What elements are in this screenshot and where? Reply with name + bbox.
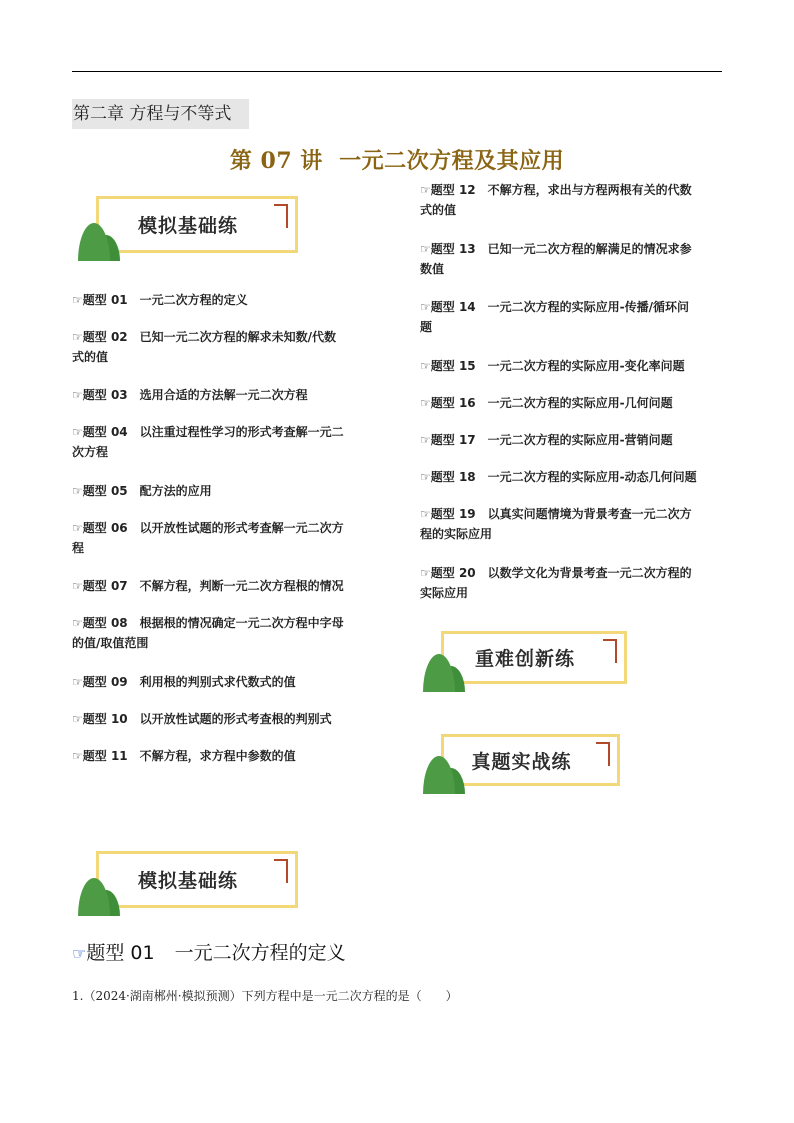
toc-item-10[interactable]: ☞题型 10 以开放性试题的形式考查根的判别式 bbox=[72, 712, 332, 726]
toc-item-08[interactable]: ☞题型 08 根据根的情况确定一元二次方程中字母 的值/取值范围 bbox=[72, 616, 344, 650]
toc-item-14[interactable]: ☞题型 14 一元二次方程的实际应用-传播/循环问 题 bbox=[420, 300, 690, 334]
pointing-hand-icon: ☞ bbox=[72, 712, 83, 726]
badge-label: 重难创新练 bbox=[474, 648, 575, 670]
chapter-title: 第二章 方程与不等式 bbox=[72, 99, 249, 129]
pointing-hand-icon: ☞ bbox=[72, 944, 87, 963]
pointing-hand-icon: ☞ bbox=[420, 433, 431, 447]
top-rule bbox=[72, 71, 722, 72]
section-heading: ☞题型 01 一元二次方程的定义 bbox=[72, 942, 346, 964]
toc-item-12[interactable]: ☞题型 12 不解方程，求出与方程两根有关的代数 式的值 bbox=[420, 183, 692, 217]
pointing-hand-icon: ☞ bbox=[72, 675, 83, 689]
badge-label: 真题实战练 bbox=[471, 750, 572, 773]
pointing-hand-icon: ☞ bbox=[72, 425, 83, 439]
toc-item-13[interactable]: ☞题型 13 已知一元二次方程的解满足的情况求参 数值 bbox=[420, 242, 692, 276]
question-1: 1.（2024·湖南郴州·模拟预测）下列方程中是一元二次方程的是（ ） bbox=[72, 989, 458, 1003]
toc-item-16[interactable]: ☞题型 16 一元二次方程的实际应用-几何问题 bbox=[420, 396, 673, 410]
badge-label: 模拟基础练 bbox=[137, 215, 238, 237]
pointing-hand-icon: ☞ bbox=[72, 579, 83, 593]
pointing-hand-icon: ☞ bbox=[420, 183, 431, 197]
pointing-hand-icon: ☞ bbox=[72, 616, 83, 630]
toc-item-01[interactable]: ☞题型 01 一元二次方程的定义 bbox=[72, 293, 248, 307]
toc-item-06[interactable]: ☞题型 06 以开放性试题的形式考查解一元二次方 程 bbox=[72, 521, 344, 555]
lecture-number: 第 07 讲 bbox=[229, 148, 323, 174]
toc-item-05[interactable]: ☞题型 05 配方法的应用 bbox=[72, 484, 212, 498]
toc-item-20[interactable]: ☞题型 20 以数学文化为背景考查一元二次方程的 实际应用 bbox=[420, 566, 692, 600]
pointing-hand-icon: ☞ bbox=[72, 293, 83, 307]
toc-item-15[interactable]: ☞题型 15 一元二次方程的实际应用-变化率问题 bbox=[420, 359, 685, 373]
toc-item-02[interactable]: ☞题型 02 已知一元二次方程的解求未知数/代数 式的值 bbox=[72, 330, 337, 364]
pointing-hand-icon: ☞ bbox=[72, 330, 83, 344]
pointing-hand-icon: ☞ bbox=[420, 242, 431, 256]
pointing-hand-icon: ☞ bbox=[72, 484, 83, 498]
pointing-hand-icon: ☞ bbox=[420, 507, 431, 521]
lecture-title bbox=[0, 144, 794, 175]
pointing-hand-icon: ☞ bbox=[420, 300, 431, 314]
pointing-hand-icon: ☞ bbox=[420, 566, 431, 580]
pointing-hand-icon: ☞ bbox=[420, 396, 431, 410]
pointing-hand-icon: ☞ bbox=[420, 359, 431, 373]
pointing-hand-icon: ☞ bbox=[72, 749, 83, 763]
pointing-hand-icon: ☞ bbox=[420, 470, 431, 484]
lecture-name: 一元二次方程及其应用 bbox=[339, 149, 565, 174]
badge-basic-practice bbox=[78, 196, 298, 261]
toc-item-18[interactable]: ☞题型 18 一元二次方程的实际应用-动态几何问题 bbox=[420, 470, 697, 484]
toc-item-03[interactable]: ☞题型 03 选用合适的方法解一元二次方程 bbox=[72, 388, 308, 402]
badge-basic-practice-section bbox=[78, 851, 298, 916]
toc-item-09[interactable]: ☞题型 09 利用根的判别式求代数式的值 bbox=[72, 675, 296, 689]
toc-item-11[interactable]: ☞题型 11 不解方程，求方程中参数的值 bbox=[72, 749, 296, 763]
pointing-hand-icon: ☞ bbox=[72, 388, 83, 402]
toc-item-04[interactable]: ☞题型 04 以注重过程性学习的形式考查解一元二 次方程 bbox=[72, 425, 344, 459]
badge-hard-practice bbox=[423, 631, 627, 692]
badge-real-practice bbox=[423, 734, 620, 794]
badge-label: 模拟基础练 bbox=[137, 870, 238, 892]
pointing-hand-icon: ☞ bbox=[72, 521, 83, 535]
toc-item-19[interactable]: ☞题型 19 以真实问题情境为背景考查一元二次方 程的实际应用 bbox=[420, 507, 692, 541]
toc-item-07[interactable]: ☞题型 07 不解方程，判断一元二次方程根的情况 bbox=[72, 579, 344, 593]
toc-item-17[interactable]: ☞题型 17 一元二次方程的实际应用-营销问题 bbox=[420, 433, 673, 447]
